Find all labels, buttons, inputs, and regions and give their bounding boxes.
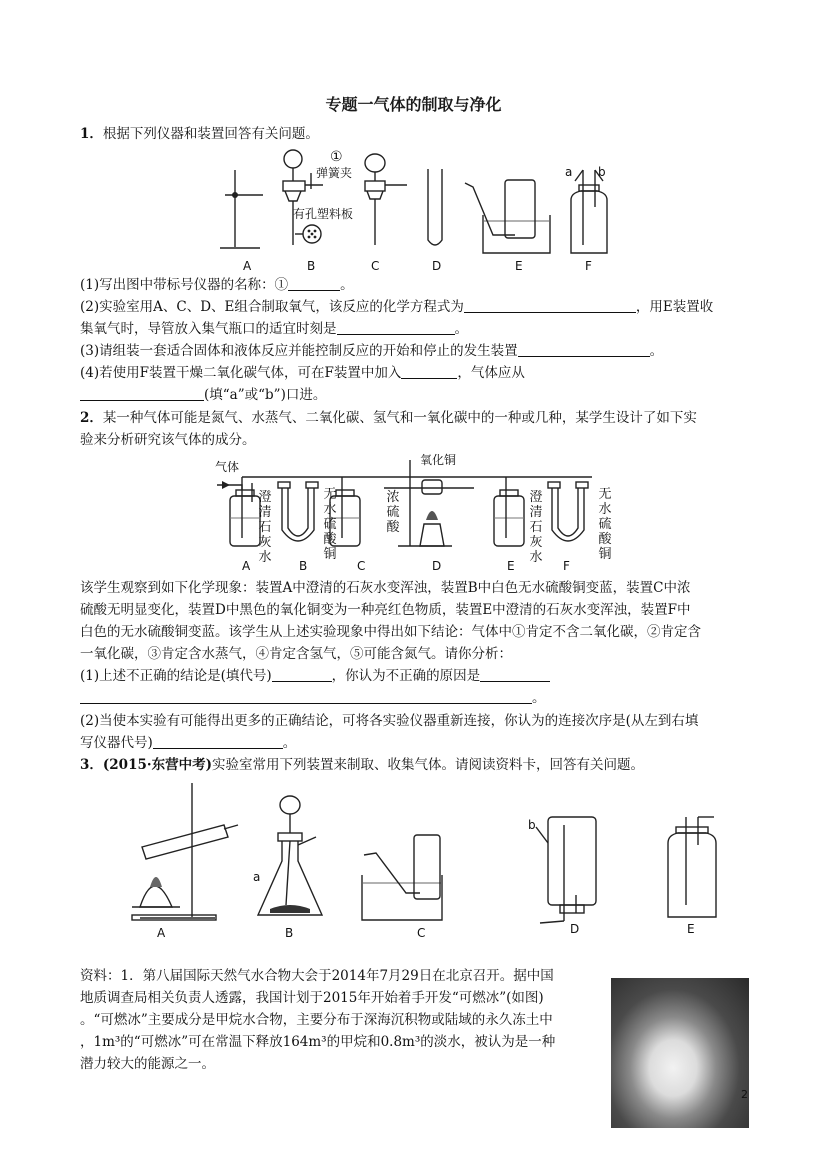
q1-number: 1． [80,126,103,142]
q2-u-tube-b [278,482,318,541]
q1-bottle-f [571,170,607,253]
q1-label-spring-clip: 弹簧夹 [316,166,353,180]
q2-letter-f: F [563,559,570,573]
q1-device-c [365,154,407,245]
q2-letter-a: A [242,559,251,573]
q3-info-4: ，1m³的“可燃冰”可在常温下释放164m³的甲烷和0.8m³的淡水，被认为是一种 [80,1034,556,1050]
q2-label-limewater-a: 澄清石灰水 [258,490,272,565]
combustible-ice-photo [611,978,749,1128]
q2-part2-cont: 写仪器代号) 。 [80,735,297,751]
q2-label-h2so4-c: 浓硫酸 [386,490,400,535]
q2-u-tube-f [548,482,588,541]
q2-apparatus-figure [212,450,622,570]
q3-device-d [536,817,596,923]
q2-part2: (2)当使本实验有可能得出更多的正确结论，可将各实验仪器重新连接，你认为的连接次序是(从左到右填 [80,713,699,729]
q1-label-a: a [565,165,573,179]
q1-part4: (4)若使用F装置干燥二氧化碳气体，可在F装置中加入 ，气体应从 [80,365,525,381]
q3-info-1: 资料：1．第八届国际天然气水合物大会于2014年7月29日在北京召开。据中国 [80,968,554,984]
q2-letter-b: B [299,559,308,573]
q1-label-b: b [598,165,606,179]
q2-letter-c: C [357,559,366,573]
q3-letter-a: A [157,926,166,940]
answer-blank[interactable] [80,689,532,704]
q2-observation-2: 硫酸无明显变化，装置D中黑色的氧化铜变为一种亮红色物质，装置E中澄清的石灰水变浑浊，装置F中 [80,602,691,618]
q3-label-a: a [253,870,261,884]
q3-label-b: b [528,818,536,832]
answer-blank[interactable] [464,298,636,313]
q3-letter-d: D [570,922,580,936]
page-number: 2 [741,1088,748,1101]
q1-stem [80,124,319,145]
q1-label-plate: 有孔塑料板 [293,207,354,221]
q2-label-cuso4-f: 无水硫酸铜 [598,487,612,562]
q3-letter-c: C [417,926,426,940]
q2-label-limewater-e: 澄清石灰水 [529,490,543,565]
q2-part1-cont: 。 [80,688,546,709]
q3-info-3: 。“可燃冰”主要成分是甲烷水合物，主要分布于深海沉积物或陆域的永久冻土中 [80,1012,553,1028]
q2-label-cuso4-b: 无水硫酸铜 [323,487,337,562]
q2-bottle-a [230,477,260,546]
q2-letter-e: E [507,559,515,573]
q3-letter-b: B [285,926,294,940]
q2-observation-3: 白色的无水硫酸铜变蓝。该学生从上述实验现象中得出如下结论：气体中①肯定不含二氧化碳，②肯定含 [80,624,701,640]
q1-letter-e: E [515,259,523,273]
q2-label-gas: 气体 [215,460,240,474]
answer-blank[interactable] [480,667,550,682]
q3-apparatus-figure [120,775,740,945]
answer-blank[interactable] [153,734,283,749]
q2-part1: (1)上述不正确的结论是(填代号) ，你认为不正确的原因是 [80,666,550,687]
q1-part1: (1)写出图中带标号仪器的名称：① 。 [80,277,354,293]
q1-part2-cont: 集氧气时，导管放入集气瓶口的适宜时刻是 。 [80,321,468,337]
q1-iron-stand [220,170,263,248]
page-title: 专题一气体的制取与净化 [325,95,502,114]
q1-letter-a: A [243,259,252,273]
q3-info-2: 地质调查局相关负责人透露，我国计划于2015年开始着手开发“可燃冰”(如图) [80,990,544,1006]
q3-letter-e: E [687,922,695,936]
q1-stem-text: 根据下列仪器和装置回答有关问题。 [102,126,319,142]
q3-device-b [258,796,322,915]
answer-blank[interactable] [401,364,457,379]
q1-label-circle1: ① [330,149,343,165]
q1-trough [465,180,550,253]
q1-letter-c: C [371,259,380,273]
q3-device-c [362,835,442,920]
answer-blank[interactable] [80,386,204,401]
q2-observation-1: 该学生观察到如下化学现象：装置A中澄清的石灰水变浑浊，装置B中白色无水硫酸铜变蓝，装置C中浓 [80,580,691,596]
q1-part2: (2)实验室用A、C、D、E组合制取氧气，该反应的化学方程式为 ，用E装置收 [80,299,714,315]
q2-bottle-e [494,477,524,546]
q1-apparatus-figure [215,145,625,270]
q2-stem-cont: 验来分析研究该气体的成分。 [80,432,256,448]
answer-blank[interactable] [272,667,332,682]
q2-observation-4: 一氧化碳，③肯定含水蒸气，④肯定含氢气，⑤可能含氮气。请你分析： [80,646,512,662]
q1-part4-cont: (填“a”或“b”)口进。 [80,385,326,406]
q1-part3: (3)请组装一套适合固体和液体反应并能控制反应的开始和停止的发生装置 。 [80,343,664,359]
answer-blank[interactable] [337,320,455,335]
q3-info-5: 潜力较大的能源之一。 [80,1056,215,1072]
q1-letter-f: F [585,259,592,273]
q1-letter-b: B [307,259,316,273]
q2-stem: 2．某一种气体可能是氮气、水蒸气、二氧化碳、氢气和一氧化碳中的一种或几种，某学生设计了如下实 [80,410,697,426]
answer-blank[interactable] [518,342,650,357]
q1-letter-d: D [432,259,442,273]
q2-label-copper-oxide: 氧化铜 [420,453,457,467]
q1-test-tube [428,169,442,245]
q3-stem: 3．(2015·东营中考)实验室常用下列装置来制取、收集气体。请阅读资料卡，回答有关问题。 [80,757,644,773]
q2-letter-d: D [432,559,442,573]
q3-device-a [132,783,238,920]
answer-blank[interactable] [288,276,340,291]
q3-device-e [668,817,716,917]
